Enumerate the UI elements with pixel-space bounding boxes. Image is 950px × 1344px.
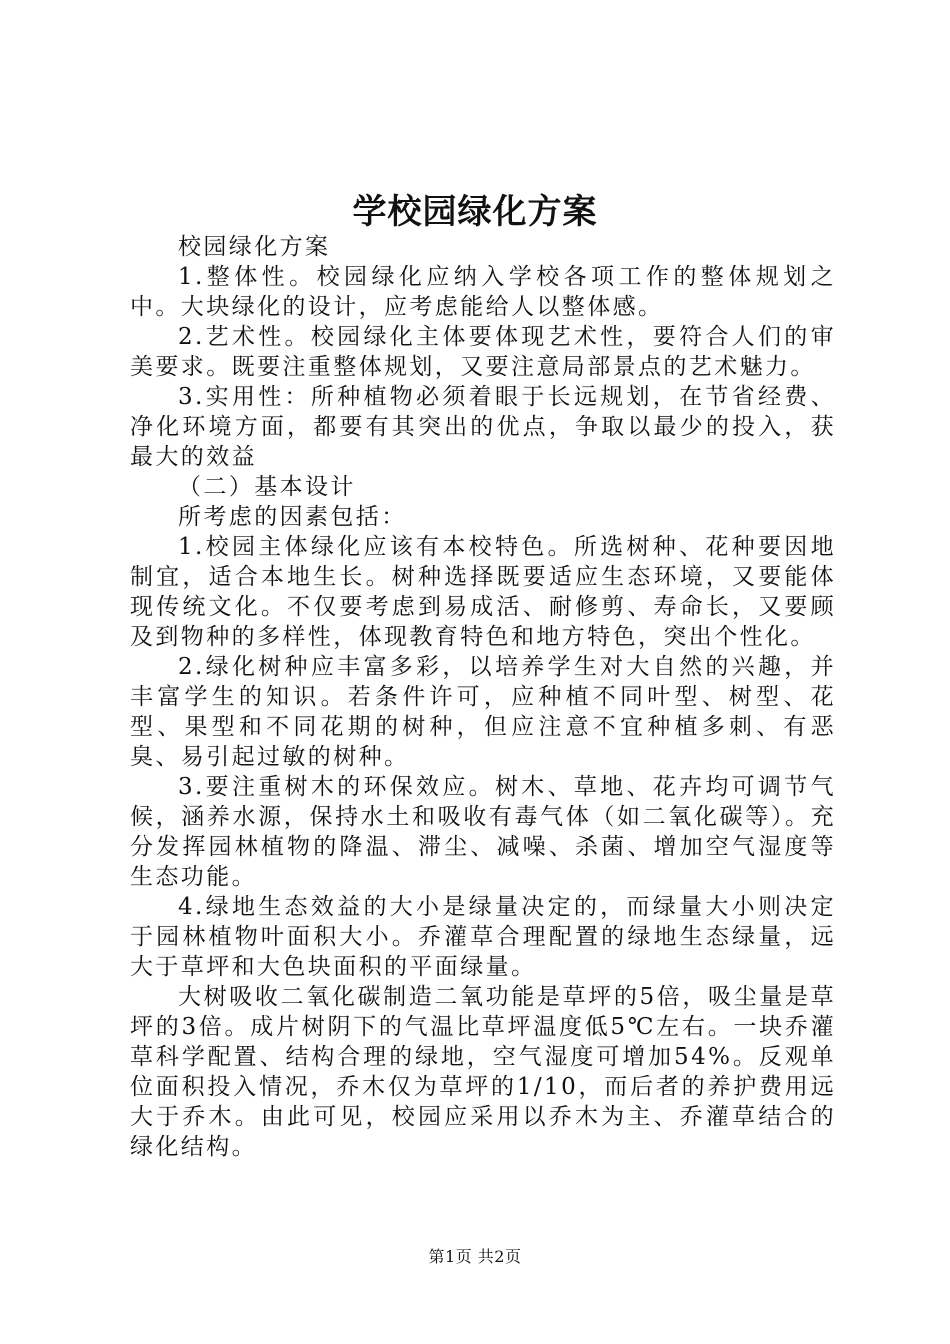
paragraph: 校园绿化方案 [178, 234, 331, 260]
section-heading: （二）基本设计 [178, 474, 356, 500]
paragraph: 3.要注重树木的环保效应。树木、草地、花卉均可调节气候，涵养水源，保持水土和吸收有毒气体（如二氧化碳等）。充分发挥园林植物的降温、滞尘、减噪、杀菌、增加空气湿度等生态功能。 [130, 774, 836, 890]
page-footer: 第1页 共2页 [428, 1247, 522, 1266]
paragraph: 4.绿地生态效益的大小是绿量决定的，而绿量大小则决定于园林植物叶面积大小。乔灌草合理配置的绿地生态绿量，远大于草坪和大色块面积的平面绿量。 [130, 894, 836, 980]
paragraph: 大树吸收二氧化碳制造二氧功能是草坪的5倍，吸尘量是草坪的3倍。成片树阴下的气温比草坪温度低5℃左右。一块乔灌草科学配置、结构合理的绿地，空气湿度可增加54%。反观单位面积投入情况，乔木仅为草坪的1/10，而后者的养护费用远大于乔木。由此可见，校园应采用以乔木为主、乔灌草结合的绿化结构。 [130, 984, 836, 1160]
document-title: 学校园绿化方案 [352, 192, 598, 232]
paragraph: 所考虑的因素包括： [178, 504, 407, 530]
paragraph: 1.整体性。校园绿化应纳入学校各项工作的整体规划之中。大块绿化的设计，应考虑能给人以整体感。 [130, 264, 836, 320]
paragraph: 2.绿化树种应丰富多彩，以培养学生对大自然的兴趣，并丰富学生的知识。若条件许可，应种植不同叶型、树型、花型、果型和不同花期的树种，但应注意不宜种植多刺、有恶臭、易引起过敏的树种。 [130, 654, 836, 770]
paragraph: 2.艺术性。校园绿化主体要体现艺术性，要符合人们的审美要求。既要注重整体规划，又要注意局部景点的艺术魅力。 [130, 324, 836, 380]
paragraph: 3.实用性：所种植物必须着眼于长远规划，在节省经费、净化环境方面，都要有其突出的优点，争取以最少的投入，获最大的效益 [130, 384, 836, 470]
document-body [130, 232, 836, 1162]
paragraph: 1.校园主体绿化应该有本校特色。所选树种、花种要因地制宜，适合本地生长。树种选择既要适应生态环境，又要能体现传统文化。不仅要考虑到易成活、耐修剪、寿命长，又要顾及到物种的多样性，体现教育特色和地方特色，突出个性化。 [130, 534, 836, 650]
